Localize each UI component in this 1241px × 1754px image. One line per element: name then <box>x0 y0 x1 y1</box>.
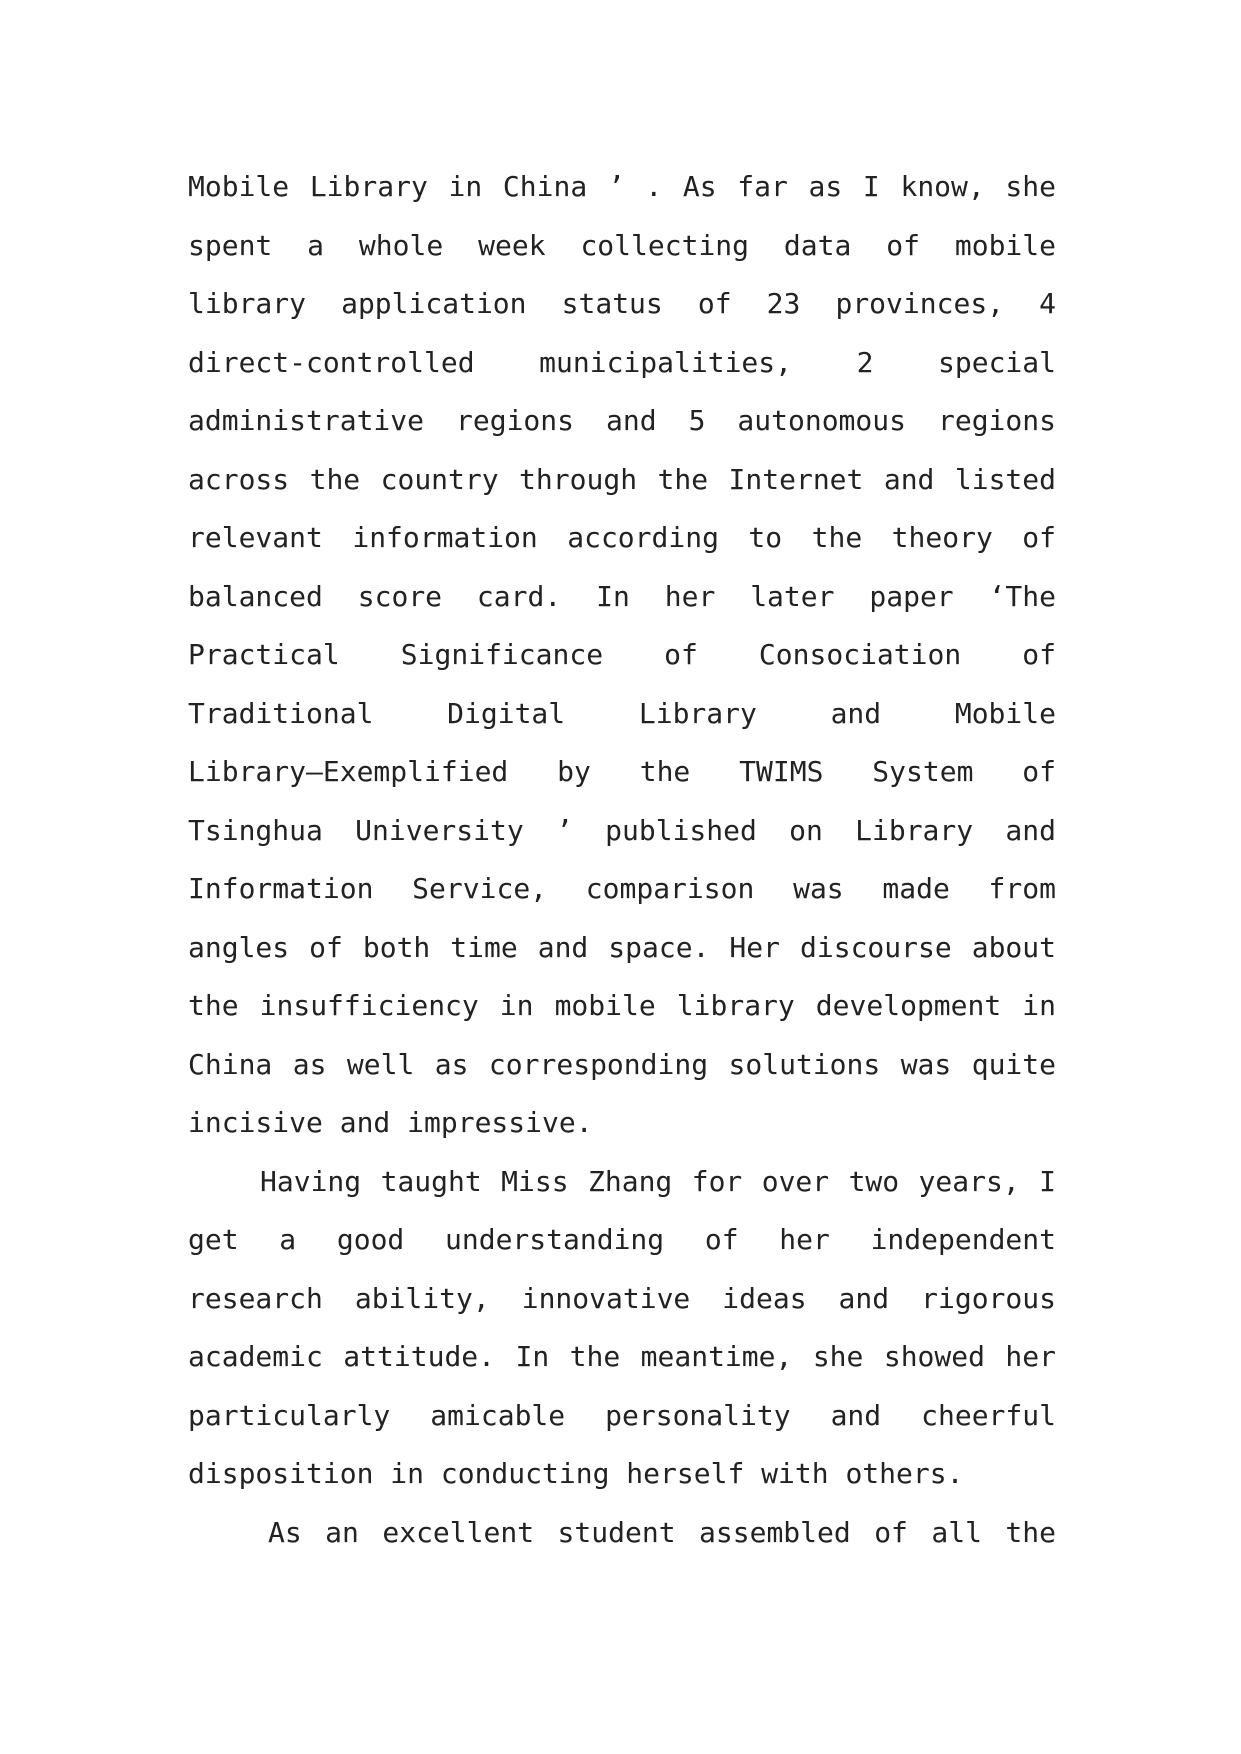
text-line: disposition in conducting herself with others. <box>188 1457 964 1490</box>
paragraph-3 <box>188 1504 1056 1563</box>
text-line: Mobile Library in China ’ . As far as I know, she <box>188 170 1056 203</box>
text-line: Information Service, comparison was made from <box>188 872 1056 905</box>
text-line: research ability, innovative ideas and rigorous <box>188 1281 1056 1315</box>
text-line: As an excellent student assembled of all the <box>268 1515 1056 1549</box>
text-line: across the country through the Internet and listed <box>188 462 1056 496</box>
text-line: relevant information according to the theory of <box>188 521 1056 554</box>
text-line: administrative regions and 5 autonomous regions <box>188 404 1056 437</box>
text-line: direct-controlled municipalities, 2 special <box>188 345 1056 379</box>
text-line: spent a whole week collecting data of mobile <box>188 228 1056 262</box>
paragraph-1 <box>188 158 1056 1153</box>
text-line: Having taught Miss Zhang for over two years, I <box>260 1164 1056 1198</box>
text-line: Tsinghua University ’ published on Library and <box>188 813 1056 847</box>
text-line: Library—Exemplified by the TWIMS System of <box>188 755 1056 788</box>
text-line: library application status of 23 provinces, 4 <box>188 287 1056 320</box>
text-line: Practical Significance of Consociation of <box>188 638 1056 671</box>
text-line: particularly amicable personality and cheerful <box>188 1398 1056 1432</box>
text-line: the insufficiency in mobile library development in <box>188 989 1056 1022</box>
text-line: get a good understanding of her independent <box>188 1223 1056 1256</box>
text-line: Traditional Digital Library and Mobile <box>188 696 1056 730</box>
document-body <box>188 158 1056 1562</box>
text-line: incisive and impressive. <box>188 1106 593 1139</box>
paragraph-2 <box>188 1153 1056 1504</box>
text-line: academic attitude. In the meantime, she showed her <box>188 1340 1056 1373</box>
text-line: balanced score card. In her later paper ‘The <box>188 579 1056 613</box>
text-line: China as well as corresponding solutions was quite <box>188 1047 1056 1081</box>
text-line: angles of both time and space. Her discourse about <box>188 930 1056 964</box>
